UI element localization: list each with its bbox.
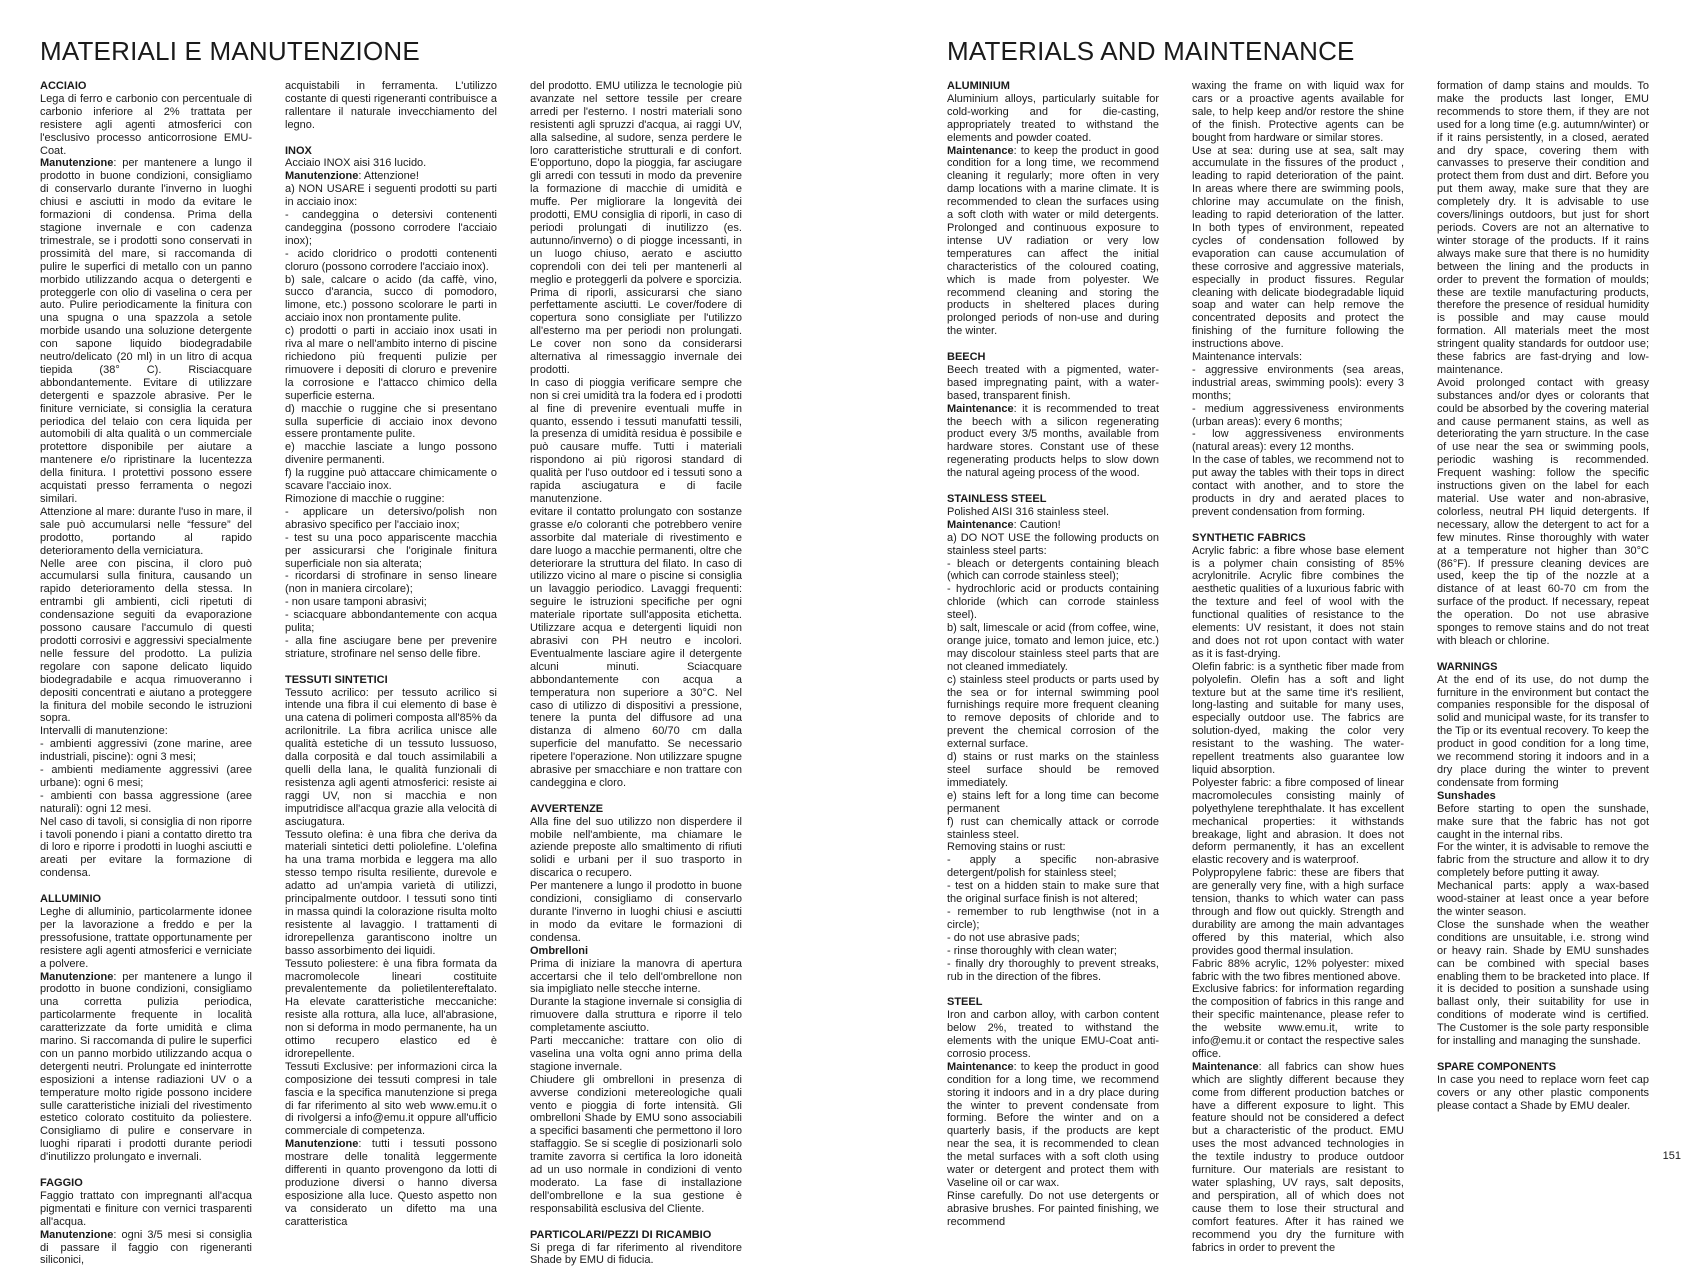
paragraph-text: : Attenzione! — [358, 170, 419, 183]
paragraph — [285, 80, 497, 132]
paragraph-label: Maintenance — [947, 1060, 1014, 1073]
page-title: MATERIALS AND MAINTENANCE — [947, 36, 1355, 66]
paragraph — [285, 570, 497, 596]
paragraph — [947, 932, 1159, 945]
paragraph-text: In case you need to replace worn feet cap covers or any other plastic components please contact a Shade by EMU dealer. — [1437, 1073, 1649, 1112]
paragraph — [285, 403, 497, 442]
paragraph-label: Maintenance — [947, 402, 1014, 415]
paragraph — [530, 377, 742, 506]
paragraph-label: Manutenzione — [285, 170, 359, 183]
section-heading: BEECH — [947, 351, 986, 364]
paragraph — [530, 506, 742, 790]
paragraph-text: : per mantenere a lungo il prodotto in buone condizioni, consigliamo di conservarlo durante l'inverno in luoghi chiusi e asciutti in modo da evitare le formazioni di condensa. Prima della stagione invernale e con cadenza trimestrale, se i prodotti sono conservati in prossimità del mare, si raccomanda di pulire le superfici di metallo con un panno morbido utilizzando acqua o detergenti e proteggerle con olio di vaselina o cera per auto. Pulire periodicamente la finitura con una spugna o una spazzola a setole morbide usando una soluzione detergente con sapone liquido biodegradabile neutro/delicato (20 ml) in un litro di acqua tiepida (38° C). Risciacquare abbondantemente. Evitare di utilizzare detergenti e spazzole abrasive. Per le finiture verniciate, si consiglia la ceratura periodica del telaio con cera liquida per automobili di alta qualità o un commerciale protettore disponibile per aiutare a mantenere e/o ripristinare la lucentezza della finitura. I protettivi possono essere acquistati presso ferramenta o negozi similari. — [40, 157, 252, 505]
paragraph-text: - applicare un detersivo/polish non abrasivo specifico per l'acciaio inox; — [285, 505, 497, 531]
paragraph-label: Ombrelloni — [530, 944, 589, 957]
paragraph-text: In caso di pioggia verificare sempre che non si crei umidità tra la fodera ed i prodotti al fine di prevenire eventuali muffe in quanto, essendo i tessuti manufatti tessili, la presenza di umidità residua è possibile e può causare muffe. Tutti i materiali rispondono ai più rigorosi standard di qualità per l'uso outdoor ed i tessuti sono a rapida asciugatura e di facile manutenzione. — [530, 376, 742, 505]
text-column — [530, 80, 742, 1267]
section — [40, 893, 252, 1164]
paragraph-text: Faggio trattato con impregnanti all'acqua pigmentati e finiture con vernici trasparenti all'acqua. — [40, 1189, 252, 1228]
paragraph — [285, 532, 497, 571]
paragraph — [285, 467, 497, 493]
paragraph-text: Acciaio INOX aisi 316 lucido. — [285, 157, 427, 170]
paragraph — [530, 816, 742, 881]
paragraph-text: Acrylic fabric: a fibre whose base element is a polymer chain consisting of 85% acrylonitrile. Acrylic fibre combines the aesthetic qualities of a luxurious fabric with the texture and feel of wool with the functional qualities of resistance to the elements: UV resistant, it does not stain and does not rot upon contact with water as it is fast-drying. — [1192, 544, 1404, 660]
paragraph-text: Mechanical parts: apply a wax-based wood-stainer at least once a year before the winter season. — [1437, 880, 1649, 918]
paragraph-text: - alla fine asciugare bene per prevenire striature, strofinare nel senso delle fibre. — [285, 634, 497, 660]
paragraph-text: - aggressive environments (sea areas, industrial areas, swimming pools): every 3 months; — [1192, 363, 1404, 402]
paragraph — [1437, 803, 1649, 842]
paragraph — [40, 93, 252, 158]
paragraph-text: Fabric 88% acrylic, 12% polyester: mixed fabric with the two fibres mentioned above. — [1192, 957, 1404, 983]
paragraph — [1192, 145, 1404, 352]
paragraph — [285, 183, 497, 209]
paragraph — [40, 558, 252, 726]
paragraph — [947, 751, 1159, 790]
paragraph — [1437, 80, 1649, 377]
paragraph-text: formation of damp stains and moulds. To make the products last longer, EMU recommends to store them, if they are not used for a long time (e.g. autumn/winter) or if it rains persistently, in a closed, aerated and dry space, covering them with canvasses to preserve their condition and protect them from dust and dirt. Before you put them away, make sure that they are completely dry. It is advisable to use covers/linings outdoors, but just for short periods. Covers are not an alternative to winter storage of the products. If it rains always make sure that there is no humidity between the lining and the products in order to prevent the formation of moulds; these are textile manufacturing products, therefore the presence of residual humidity is possible and may cause mould formation. All materials meet the most stringent quality standards for outdoor use; these fabrics are fast-drying and low-maintenance. — [1437, 80, 1649, 376]
paragraph-text: Aluminium alloys, particularly suitable for cold-working and for die-casting, appropriately treated to withstand the elements and powder coated. — [947, 92, 1159, 144]
paragraph — [40, 157, 252, 505]
section-heading: SYNTHETIC FABRICS — [1192, 531, 1306, 544]
paragraph-text: Rinse carefully. Do not use detergents or abrasive brushes. For painted finishing, we recommend — [947, 1189, 1159, 1228]
paragraph — [530, 1035, 742, 1074]
paragraph-text: - bleach or detergents containing bleach (which can corrode stainless steel); — [947, 557, 1159, 583]
paragraph-text: Alla fine del suo utilizzo non disperdere il mobile nell'ambiente, ma chiamare le aziende preposte allo smaltimento di rifiuti solidi e urbani per il suo trasporto in discarica o recupero. — [530, 815, 742, 880]
section — [1437, 661, 1649, 1048]
paragraph — [947, 958, 1159, 984]
paragraph — [947, 93, 1159, 145]
paragraph-text: d) stains or rust marks on the stainless steel surface should be removed immediately. — [947, 751, 1159, 789]
paragraph-text: - finally dry thoroughly to prevent streaks, rub in the direction of the fibres. — [947, 957, 1159, 983]
section-heading: SPARE COMPONENTS — [1437, 1060, 1556, 1073]
paragraph-text: - test on a hidden stain to make sure that the original surface finish is not altered; — [947, 880, 1159, 906]
section-heading: STEEL — [947, 996, 983, 1009]
section — [1437, 80, 1649, 648]
paragraph — [285, 274, 497, 326]
section-heading: STAINLESS STEEL — [947, 492, 1047, 505]
paragraph-text: waxing the frame on with liquid wax for cars or a proactive agents available for sale, to help keep and/or restore the shine of the finish. Protective agents can be bought from hardware or similar stores. — [1192, 80, 1404, 144]
paragraph — [1192, 351, 1404, 364]
paragraph-text: e) stains left for a long time can become permanent — [947, 789, 1159, 815]
paragraph — [40, 725, 252, 738]
paragraph-text: - hydrochloric acid or products containing chloride (which can corrode stainless steel). — [947, 583, 1159, 622]
paragraph-text: - do not use abrasive pads; — [947, 931, 1080, 944]
paragraph-text: - non usare tamponi abrasivi; — [285, 596, 427, 609]
paragraph-text: - sciacquare abbondantemente con acqua pulita; — [285, 609, 497, 635]
section-heading: ACCIAIO — [40, 80, 87, 92]
paragraph — [530, 880, 742, 945]
paragraph-text: Polished AISI 316 stainless steel. — [947, 505, 1110, 518]
paragraph — [40, 816, 252, 881]
section — [285, 80, 497, 132]
paragraph — [947, 403, 1159, 480]
paragraph — [1192, 80, 1404, 145]
paragraph-text: Leghe di alluminio, particolarmente idonee per la lavorazione a freddo e per la pressofusione, trattate opportunamente per resistere agli agenti atmosferici e verniciate a polvere. — [40, 905, 252, 970]
paragraph-text: b) sale, calcare o acido (da caffè, vino, succo d'arancia, succo di pomodoro, limone, etc.) possono scolorare le parti in acciaio inox non prontamente pulite. — [285, 273, 497, 325]
paragraph-text: : all fabrics can show hues which are slightly different because they come from different production batches or have a different exposure to light. This feature should not be considered a defect but a characteristic of the product. EMU uses the most advanced technologies in the textile industry to produce outdoor furniture. Our materials are resistant to water splashing, UV rays, salt deposits, and perspiration, all of which does not cause them to lose their structural and comfort features. After it has rained we recommend you dry the furniture with fabrics in order to prevent the — [1192, 1060, 1404, 1254]
paragraph — [1437, 1074, 1649, 1113]
paragraph-text: : to keep the product in good condition for a long time, we recommend storing it indoors and in a dry place during the winter to prevent condensate from forming. Before the winter and on a quarterly basis, if the products are kept near the sea, it is recommended to clean the metal surfaces with a soft cloth using water or detergent and protect them with Vaseline oil or car wax. — [947, 1060, 1159, 1189]
paragraph — [947, 1190, 1159, 1229]
paragraph-text: Durante la stagione invernale si consiglia di rimuovere dalla struttura e riporre il telo completamente asciutto. — [530, 996, 742, 1035]
paragraph — [1192, 983, 1404, 1060]
paragraph-text: Olefin fabric: is a synthetic fiber made from polyolefin. Olefin has a soft and light texture but at the same time it's resilient, long-lasting and suitable for many uses, especially outdoor use. The fabrics are solution-dyed, making the color very resistant to the washing. The water-repellent treatments also guarantee low liquid absorption. — [1192, 660, 1404, 777]
paragraph-label: Manutenzione — [40, 1228, 114, 1241]
section — [947, 493, 1159, 983]
section — [530, 80, 742, 790]
paragraph — [285, 325, 497, 402]
paragraph-text: Lega di ferro e carbonio con percentuale di carbonio inferiore al 2% trattata per resistere agli agenti atmosferici con l'esclusivo processo anticorrosione EMU-Coat. — [40, 92, 252, 157]
paragraph-text: b) salt, limescale or acid (from coffee, wine, orange juice, tomato and lemon juice, etc.) may discolour stainless steel parts that are not cleaned immediately. — [947, 622, 1159, 673]
paragraph — [1192, 454, 1404, 519]
paragraph — [947, 906, 1159, 932]
paragraph — [40, 906, 252, 971]
paragraph — [1192, 403, 1404, 429]
paragraph — [1192, 958, 1404, 984]
text-column — [947, 80, 1159, 1228]
paragraph — [1437, 919, 1649, 1048]
paragraph-text: del prodotto. EMU utilizza le tecnologie più avanzate nel settore tessile per creare arredi per l'esterno. I nostri materiali sono resistenti agli spruzzi d'acqua, ai raggi UV, alla salsedine, al sudore, senza perdere le loro caratteristiche strutturali e di confort. E'opportuno, dopo la pioggia, far asciugare gli arredi con tessuti in modo da prevenire la formazione di macchie di umidità e muffe. Per migliorare la longevità dei prodotti, EMU consiglia di riporli, in caso di periodi prolungati di inutilizzo (es. autunno/inverno) o di piogge incessanti, in un luogo chiuso, aerato e asciutto coprendoli con dei teli per mantenerli al meglio e proteggerli da polvere e sporcizia. Prima di riporli, assicurarsi che siano perfettamente asciutti. Le cover/fodere di copertura sono consigliate per l'utilizzo all'esterno ma per periodi non prolungati. Le cover non sono da considerarsi alternativa al rimessaggio invernale dei prodotti. — [530, 80, 742, 376]
text-column — [285, 80, 497, 1228]
paragraph — [947, 816, 1159, 842]
paragraph-text: - low aggressiveness environments (natural areas): every 12 months. — [1192, 428, 1404, 454]
paragraph-text: e) macchie lasciate a lungo possono divenire permanenti. — [285, 441, 497, 467]
paragraph-text: Si prega di far riferimento al rivenditore Shade by EMU di fiducia. — [530, 1241, 742, 1267]
paragraph-text: - acido cloridrico o prodotti contenenti cloruro (possono corrodere l'acciaio inox). — [285, 247, 497, 273]
paragraph — [40, 1229, 252, 1267]
paragraph — [947, 945, 1159, 958]
paragraph-text: Nel caso di tavoli, si consiglia di non riporre i tavoli ponendo i piani a contatto diretto tra di loro e riporre i prodotti in luoghi asciutti e areati per evitare la formazione di condensa. — [40, 815, 252, 880]
paragraph-text: - test su una poco appariscente macchia per assicurarsi che l'originale finitura superficiale non sia alterata; — [285, 531, 497, 570]
paragraph-text: Intervalli di manutenzione: — [40, 725, 168, 738]
paragraph — [530, 996, 742, 1035]
paragraph-text: : Caution! — [1013, 518, 1061, 531]
paragraph — [947, 583, 1159, 622]
paragraph — [947, 622, 1159, 674]
paragraph-text: Before starting to open the sunshade, make sure that the fabric has not got caught in the internal ribs. — [1437, 802, 1649, 841]
paragraph — [530, 1074, 742, 1216]
paragraph — [1437, 841, 1649, 880]
paragraph-text: Rimozione di macchie o ruggine: — [285, 492, 445, 505]
paragraph — [40, 1190, 252, 1229]
paragraph-text: : per mantenere a lungo il prodotto in buone condizioni, consigliamo una corretta pulizia periodica, particolarmente frequente in località caratterizzate da forte umidità e clima marino. Si raccomanda di pulire le superfici con un panno morbido utilizzando acqua o detergenti neutri. Prolungate ed ininterrotte esposizioni a intense radiazioni UV o a temperature molto rigide possono incidere sulle caratteristiche iniziali del rivestimento estetico colorato costituito da poliestere. Consigliamo di pulire e conservare in luoghi riparati i prodotti durante periodi d'inutilizzo prolungato e invernali. — [40, 970, 252, 1164]
paragraph-text: : tutti i tessuti possono mostrare delle tonalità leggermente differenti in quanto provengono da lotti di produzione diversi o hanno diversa esposizione alla luce. Questo aspetto non va considerato un difetto ma una caratteristica — [285, 1138, 497, 1228]
paragraph — [1192, 777, 1404, 867]
paragraph — [285, 441, 497, 467]
paragraph — [285, 209, 497, 248]
paragraph-text: Use at sea: during use at sea, salt may accumulate in the fissures of the product , leading to rapid deterioration of the paint. In areas where there are swimming pools, chlorine may accumulate on the finish, leading to rapid deterioration of the latter. In both types of environment, repeated cycles of condensation followed by evaporation can cause accumulation of these corrosive and aggressive materials, especially in product fissures. Regular cleaning with delicate biodegradable liquid soap and water can help remove the concentrated deposits and protect the finishing of the furniture following the instructions above. — [1192, 144, 1404, 351]
paragraph-text: - remember to rub lengthwise (not in a circle); — [947, 905, 1159, 931]
section — [947, 996, 1159, 1228]
section — [40, 80, 252, 880]
paragraph-label: Maintenance — [1192, 1060, 1259, 1073]
paragraph — [530, 1242, 742, 1267]
paragraph-text: Tessuto acrilico: per tessuto acrilico si intende una fibra il cui elemento di base è una catena di polimeri composta all'85% da acrilonitrile. La fibra acrilica unisce alle qualità estetiche di un tessuto lussuoso, dalla corposità e dal touch assimilabili a quelli della lana, le qualità funzionali di resistenza agli agenti atmosferici: resiste ai raggi UV, non si macchia e non imputridisce all'acqua grazie alla velocità di asciugatura. — [285, 686, 497, 828]
paragraph — [40, 738, 252, 764]
paragraph-text: Tessuto olefina: è una fibra che deriva da materiali sintetici detti poliolefine. L'olefina ha una trama morbida e leggera ma allo stesso tempo risulta resiliente, durevole e adatto ad un'ampia varietà di utilizzi, principalmente outdoor. I tessuti sono tinti in massa quindi la colorazione risulta molto resistente al lavaggio. I trattamenti di idrorepellenza garantiscono inoltre un basso assorbimento dei liquidi. — [285, 828, 497, 957]
paragraph-text: Iron and carbon alloy, with carbon content below 2%, treated to withstand the elements with the unique EMU-Coat anti-corrosio process. — [947, 1009, 1159, 1060]
paragraph-text: Avoid prolonged contact with greasy substances and/or dyes or colorants that could be absorbed by the covering material and cause permanent stains, as well as deteriorating the yarn structure. In the case of use near the sea or swimming pools, periodic washing is recommended. Frequent washing: follow the specific instructions given on the label for each material. Use water and non-abrasive, colorless, neutral PH liquid detergents. If necessary, allow the detergent to act for a few minutes. Rinse thoroughly with water at a temperature not higher than 30°C (86°F). If pressure cleaning devices are used, keep the tip of the nozzle at a distance of at least 60-70 cm from the surface of the product. If necessary, repeat the operation. Do not use abrasive sponges to remove stains and do not treat with bleach or chlorine. — [1437, 376, 1649, 647]
paragraph-text: Per mantenere a lungo il prodotto in buone condizioni, consigliamo di conservarlo durante l'inverno in luoghi chiusi e asciutti in modo da evitare le formazioni di condensa. — [530, 880, 742, 944]
paragraph — [40, 971, 252, 1165]
paragraph — [1192, 1061, 1404, 1255]
paragraph-text: - apply a specific non-abrasive detergent/polish for stainless steel; — [947, 854, 1159, 880]
paragraph-text: Beech treated with a pigmented, water-based impregnating paint, with a water-based, transparent finish. — [947, 363, 1159, 402]
paragraph-text: Polyester fabric: a fibre composed of linear macromolecules consisting mainly of polyethylene terephthalate. It has excellent mechanical properties: it withstands breakage, light and abrasion. It does not deform permanently, it has an excellent elastic recovery and is waterproof. — [1192, 776, 1404, 867]
paragraph-text: Nelle aree con piscina, il cloro può accumularsi sulla finitura, causando un rapido deterioramento della stessa. In entrambi gli ambienti, cicli ripetuti di condensazione seguiti da evaporazione possono causare l'accumulo di questi prodotti corrosivi e aggressivi specialmente nelle fessure del prodotto. La pulizia regolare con sapone delicato liquido biodegradabile e acqua rimuoveranno i depositi concentrati e aiutano a proteggere la finitura del mobile secondo le istruzioni sopra. — [40, 557, 252, 725]
paragraph-text: Exclusive fabrics: for information regarding the composition of fabrics in this range and their specific maintenance, please refer to the website www.emu.it, write to info@emu.it or contact the respective sales office. — [1192, 983, 1404, 1060]
paragraph-text: Maintenance intervals: — [1192, 351, 1303, 364]
paragraph-text: evitare il contatto prolungato con sostanze grasse e/o coloranti che potrebbero venire assorbite dal materiale di rivestimento e dare luogo a macchie permanenti, oltre che deteriorare la struttura del filato. In caso di utilizzo vicino al mare o piscine si consiglia un lavaggio periodico. Lavaggi frequenti: seguire le istruzioni specifiche per ogni materiale riportate sull'apposita etichetta. Utilizzare acqua e detergenti liquidi non abrasivi con PH neutro e incolori. Eventualmente lasciare agire il detergente alcuni minuti. Sciacquare abbondantemente con acqua a temperatura non superiore a 30°C. Nel caso di utilizzo di dispositivi a pressione, tenere la punta del diffusore ad una distanza di almeno 60/70 cm dalla superficie del manufatto. Se necessario ripetere l'operazione. Non utilizzare spugne abrasive per smacchiare e non trattare con candeggina e cloro. — [530, 505, 742, 789]
section — [530, 1229, 742, 1267]
section — [530, 803, 742, 1216]
paragraph — [947, 841, 1159, 854]
paragraph — [40, 506, 252, 558]
section — [40, 1177, 252, 1267]
section — [1192, 532, 1404, 1255]
paragraph — [947, 532, 1159, 558]
paragraph-label: Manutenzione — [40, 970, 114, 983]
page-right-english — [849, 0, 1697, 1254]
paragraph — [285, 596, 497, 609]
paragraph — [947, 145, 1159, 339]
paragraph-text: : to keep the product in good condition for a long time, we recommend cleaning it regularly; more often in very damp locations with a marine climate. It is recommended to clean the surfaces using a soft cloth with water or mild detergents. Prolonged and continuous exposure to intense UV radiation or very low temperatures can affect the initial characteristics of the coloured coating, which is made from polyester. We recommend cleaning and storing the products in sheltered places during prolonged periods of non-use and during the winter. — [947, 144, 1159, 338]
section-heading: FAGGIO — [40, 1177, 83, 1189]
paragraph-text: - ambienti mediamente aggressivi (aree urbane): ogni 6 mesi; — [40, 764, 252, 789]
section-heading: INOX — [285, 144, 312, 157]
paragraph — [947, 880, 1159, 906]
paragraph — [285, 958, 497, 1061]
paragraph-text: - ricordarsi di strofinare in senso lineare (non in maniera circolare); — [285, 570, 497, 596]
paragraph-text: At the end of its use, do not dump the furniture in the environment but contact the companies responsible for the disposal of solid and municipal waste, for its transfer to the Tip or its eventual recovery. To keep the product in good condition for a long time, we recommend storing it indoors and in a dry place during the winter to prevent condensate from forming — [1437, 673, 1649, 789]
page-left-italian — [0, 0, 848, 1267]
text-column — [1192, 80, 1404, 1254]
section-heading: AVVERTENZE — [530, 802, 604, 815]
paragraph-label: Maintenance — [947, 518, 1014, 531]
paragraph — [285, 506, 497, 532]
paragraph — [1437, 880, 1649, 919]
paragraph-text: Removing stains or rust: — [947, 841, 1066, 854]
paragraph — [285, 635, 497, 661]
paragraph — [947, 790, 1159, 816]
paragraph-text: Prima di iniziare la manovra di apertura accertarsi che il telo dell'ombrellone non sia impigliato nelle stecche interne. — [530, 957, 742, 996]
page-number: 151 — [1662, 1150, 1681, 1162]
paragraph-text: acquistabili in ferramenta. L'utilizzo costante di questi rigeneranti contribuisce a rallentare il naturale invecchiamento del legno. — [285, 80, 497, 131]
paragraph-label: Manutenzione — [40, 157, 114, 170]
paragraph-text: Chiudere gli ombrelloni in presenza di avverse condizioni metereologiche quali vento e pioggia di forte intensità. Gli ombrelloni Shade by EMU sono associabili a specifici basamenti che permettono il loro staffaggio. Se si sceglie di posizionarli solo tramite zavorra si certifica la loro idoneità ad un uso normale in condizioni di vento moderato. La fase di installazione dell'ombrellone e la sua gestione è responsabilità esclusiva del Cliente. — [530, 1073, 742, 1215]
paragraph-text: - candeggina o detersivi contenenti candeggina (possono corrodere l'acciaio inox); — [285, 209, 497, 247]
paragraph-text: For the winter, it is advisable to remove the fabric from the structure and allow it to dry completely before putting it away. — [1437, 841, 1649, 880]
paragraph-text: d) macchie o ruggine che si presentano sulla superficie di acciaio inox devono essere prontamente pulite. — [285, 402, 497, 441]
paragraph — [1437, 674, 1649, 790]
paragraph-text: f) rust can chemically attack or corrode stainless steel. — [947, 815, 1159, 841]
section — [947, 80, 1159, 338]
paragraph — [947, 519, 1159, 532]
paragraph — [530, 80, 742, 377]
paragraph — [1192, 661, 1404, 777]
text-column — [1437, 80, 1649, 1180]
paragraph — [1192, 364, 1404, 403]
paragraph — [285, 157, 497, 170]
section-heading: WARNINGS — [1437, 660, 1498, 673]
section-heading: TESSUTI SINTETICI — [285, 673, 388, 686]
paragraph — [1437, 377, 1649, 648]
paragraph-label: Maintenance — [947, 144, 1014, 157]
paragraph-text: Parti meccaniche: trattare con olio di vaselina una volta ogni anno prima della stagione invernale. — [530, 1035, 742, 1073]
paragraph — [285, 609, 497, 635]
paragraph — [285, 829, 497, 958]
paragraph — [947, 674, 1159, 751]
section — [285, 674, 497, 1229]
paragraph-text: In the case of tables, we recommend not to put away the tables with their tops in direct contact with another, and to store the products in dry and aerated places to prevent condensation from forming. — [1192, 454, 1404, 518]
paragraph-label: Manutenzione — [285, 1138, 359, 1151]
paragraph-text: Polypropylene fabric: these are fibers that are generally very fine, with a high surface tension, thanks to which water can pass through and flow out quickly. Strength and durability are among the main advantages offered by this material, which also provides good thermal insulation. — [1192, 867, 1404, 957]
paragraph — [947, 506, 1159, 519]
paragraph — [1192, 545, 1404, 661]
paragraph — [1437, 790, 1649, 803]
paragraph — [1192, 867, 1404, 957]
paragraph-text: a) DO NOT USE the following products on stainless steel parts: — [947, 531, 1159, 557]
paragraph-text: Tessuto poliestere: è una fibra formata da macromolecole lineari costituite prevalentemente da polietilentereftalato. Ha elevate caratteristiche meccaniche: resiste alla rottura, alla luce, all'abrasione, non si deforma in modo permanente, ha un ottimo recupero elastico ed è idrorepellente. — [285, 957, 497, 1060]
section — [1437, 1061, 1649, 1113]
paragraph-text: - ambienti aggressivi (zone marine, aree industriali, piscine): ogni 3 mesi; — [40, 738, 252, 764]
paragraph-text: : it is recommended to treat the beech with a silicon regenerating product every 3/5 months, available from hardware stores. Constant use of these regenerating products helps to slow down the natural ageing process of the wood. — [947, 402, 1159, 480]
section-heading: ALLUMINIO — [40, 893, 102, 906]
paragraph-text: f) la ruggine può attaccare chimicamente o scavare l'acciaio inox. — [285, 467, 497, 493]
paragraph — [1192, 428, 1404, 454]
paragraph — [947, 364, 1159, 403]
paragraph — [285, 493, 497, 506]
paragraph — [947, 558, 1159, 584]
paragraph-text: - medium aggressiveness environments (urban areas): every 6 months; — [1192, 402, 1404, 428]
paragraph-text: a) NON USARE i seguenti prodotti su parti in acciaio inox: — [285, 183, 497, 209]
paragraph-text: c) prodotti o parti in acciaio inox usati in riva al mare o nell'ambito interno di piscine richiedono più frequenti pulizie per rimuovere i depositi di cloruro e prevenire la corrosione e l'attacco chimico della superficie esterna. — [285, 325, 497, 402]
paragraph-text: - ambienti con bassa aggressione (aree naturali): ogni 12 mesi. — [40, 789, 252, 815]
paragraph-label: Sunshades — [1437, 789, 1496, 802]
section-heading: PARTICOLARI/PEZZI DI RICAMBIO — [530, 1228, 712, 1241]
paragraph — [285, 170, 497, 183]
paragraph — [530, 958, 742, 997]
paragraph — [285, 1061, 497, 1138]
paragraph — [530, 945, 742, 958]
paragraph — [947, 1061, 1159, 1190]
section-heading: ALUMINIUM — [947, 80, 1010, 92]
section — [285, 145, 497, 661]
text-column — [40, 80, 252, 1267]
paragraph-text: : ogni 3/5 mesi si consiglia di passare il faggio con rigeneranti siliconici, — [40, 1228, 252, 1267]
paragraph — [947, 1009, 1159, 1061]
paragraph — [285, 687, 497, 829]
paragraph-text: Close the sunshade when the weather conditions are unsuitable, i.e. strong wind or heavy rain. Shade by EMU sunshades can be combined with special bases enabling them to be bracketed into place. If it is decided to position a sunshade using ballast only, their suitability for use in conditions of moderate wind is certified. The Customer is the sole party responsible for installing and managing the sunshade. — [1437, 918, 1649, 1048]
paragraph — [285, 248, 497, 274]
section — [947, 351, 1159, 480]
paragraph — [40, 764, 252, 790]
paragraph-text: c) stainless steel products or parts used by the sea or for internal swimming pool furnishings require more frequent cleaning to remove deposits of chloride and to prevent the chemical corrosion of the external surface. — [947, 673, 1159, 751]
paragraph-text: Tessuti Exclusive: per informazioni circa la composizione dei tessuti compresi in tale fascia e la specifica manutenzione si prega di far riferimento al sito web www.emu.it o di rivolgersi a info@emu.it oppure all'ufficio commerciale di competenza. — [285, 1060, 497, 1138]
section — [1192, 80, 1404, 519]
page-title: MATERIALI E MANUTENZIONE — [40, 36, 420, 66]
paragraph — [947, 854, 1159, 880]
paragraph — [40, 790, 252, 816]
paragraph-text: Attenzione al mare: durante l'uso in mare, il sale può accumularsi nelle “fessure” del prodotto, portando al rapido deterioramento della verniciatura. — [40, 505, 252, 557]
paragraph-text: - rinse thoroughly with clean water; — [947, 944, 1117, 957]
paragraph — [285, 1138, 497, 1228]
